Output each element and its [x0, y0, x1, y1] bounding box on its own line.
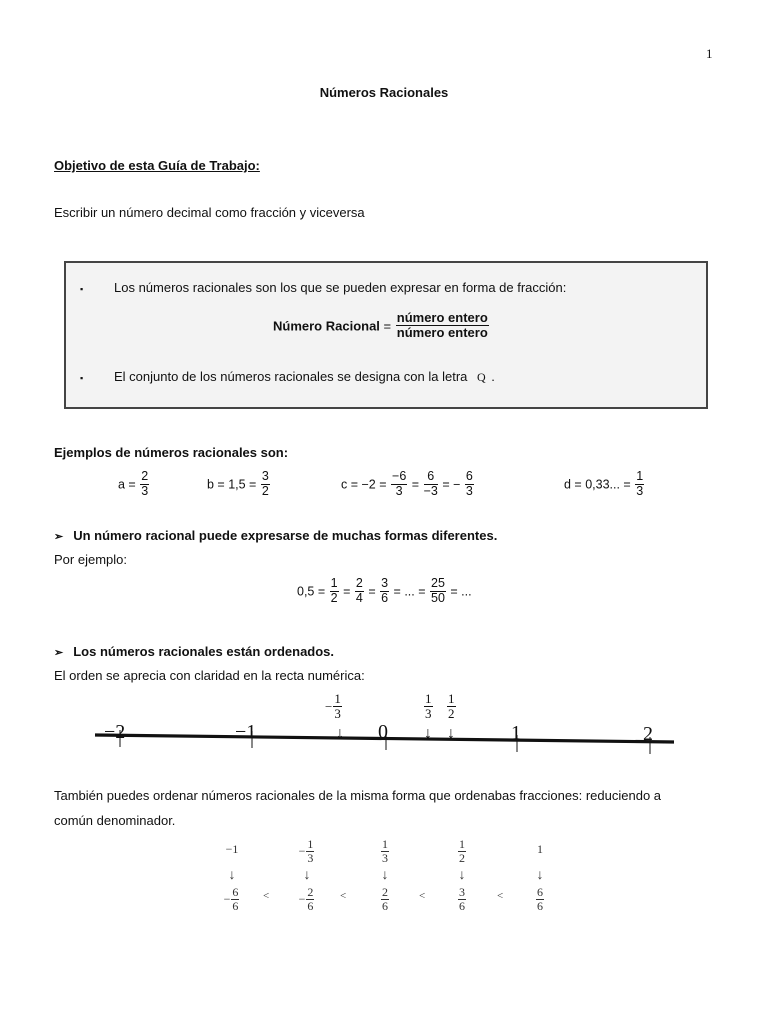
arrow-down-icon: ↓: [336, 725, 344, 742]
examples-heading: Ejemplos de números racionales son:: [54, 445, 289, 460]
example-c: [341, 470, 475, 499]
formula-left: Número Racional: [273, 318, 380, 334]
mark-sign: −: [325, 698, 333, 714]
less-than: <: [263, 890, 270, 902]
less-than: <: [419, 890, 426, 902]
order-top: −1: [225, 842, 239, 856]
mark-minus-one-third: [325, 692, 343, 722]
section-3-heading: Los números racionales están ordenados.: [73, 644, 335, 659]
mark-num: 1: [425, 691, 432, 706]
section-2-heading-row: [54, 528, 497, 543]
example-c-f2-num: 6: [424, 470, 438, 485]
equiv-fraction-1: [330, 577, 339, 606]
example-a-fraction: [140, 470, 149, 499]
order-top-sign: −: [298, 844, 306, 859]
equiv-end: = ...: [450, 584, 472, 599]
equiv-fraction-2: [355, 577, 364, 606]
mark-num: 1: [448, 691, 455, 706]
example-c-f1-num: −6: [392, 469, 407, 483]
order-top: 1: [537, 842, 543, 856]
less-than: <: [497, 890, 504, 902]
example-d-label: d = 0,33... =: [564, 477, 631, 492]
arrow-down-icon: ↓: [381, 868, 389, 883]
objective-heading: Objetivo de esta Guía de Trabajo:: [54, 158, 260, 173]
example-a-num: 2: [141, 469, 149, 483]
section-3-heading-row: [54, 644, 334, 659]
order-top-den: 3: [307, 851, 314, 866]
equiv-f1-num: 1: [330, 576, 338, 590]
example-c-f3-num: 6: [465, 469, 473, 483]
example-b: [207, 470, 271, 499]
equiv-f2-den: 4: [355, 590, 363, 605]
order-bottom-num: 6: [232, 885, 239, 899]
order-column-2: [289, 838, 325, 913]
mark-one-third: [423, 692, 434, 722]
mark-den: 2: [448, 706, 455, 722]
section-2-intro: Por ejemplo:: [54, 552, 127, 567]
equiv-eq-2: =: [368, 584, 376, 599]
order-bottom-den: 6: [232, 899, 239, 914]
example-c-fraction-3: [465, 470, 474, 499]
tick-label-minus-1: −1: [235, 721, 257, 743]
example-b-fraction: [261, 470, 270, 499]
order-bottom-sign: −: [223, 892, 231, 907]
order-column-1: [214, 842, 250, 913]
example-c-f3-den: 3: [465, 483, 473, 498]
arrow-down-icon: ↓: [447, 725, 455, 742]
order-bottom-num: 2: [307, 885, 314, 899]
objective-text: Escribir un número decimal como fracción y viceversa: [54, 205, 365, 220]
ordering-text-1: También puedes ordenar números racionales de la misma forma que ordenabas fracciones: reduciendo a: [54, 788, 662, 803]
tick-label-minus-2: −2: [104, 721, 126, 743]
equiv-f1-den: 2: [330, 590, 338, 605]
section-2-heading: Un número racional puede expresarse de muchas formas diferentes.: [73, 528, 498, 543]
example-c-label: c = −2 =: [341, 477, 387, 492]
order-bottom-sign: −: [298, 892, 306, 907]
order-column-5: [522, 842, 558, 913]
tick-label-1: 1: [511, 722, 521, 744]
formula-equals: =: [383, 318, 392, 334]
tick-label-0: 0: [378, 721, 388, 743]
less-than: <: [340, 890, 347, 902]
order-column-3: [367, 838, 403, 913]
example-d-den: 3: [636, 483, 644, 498]
mark-one-half: [446, 692, 457, 722]
example-c-f1-den: 3: [395, 483, 403, 498]
ordering-text-2: común denominador.: [54, 813, 176, 828]
example-c-fraction-2: [424, 470, 438, 499]
example-b-den: 2: [261, 483, 269, 498]
example-a-den: 3: [141, 483, 149, 498]
arrow-bullet-icon: ➢: [54, 647, 64, 659]
equiv-mid: = ... =: [393, 584, 426, 599]
order-column-4: [444, 838, 480, 913]
order-bottom-den: 6: [382, 899, 388, 914]
mark-den: 3: [334, 706, 341, 722]
arrow-down-icon: ↓: [424, 725, 432, 742]
equiv-eq-1: =: [343, 584, 351, 599]
order-bottom-num: 6: [537, 885, 543, 899]
order-bottom-den: 6: [459, 899, 465, 914]
equiv-fraction-3: [380, 577, 389, 606]
order-top-den: 3: [382, 851, 388, 866]
formula-fraction: [396, 311, 489, 341]
equivalent-fractions: [297, 577, 472, 606]
example-d-num: 1: [636, 469, 644, 483]
arrow-bullet-icon: ➢: [54, 531, 64, 543]
equiv-start: 0,5 =: [297, 584, 326, 599]
rational-set-symbol: Q: [477, 370, 486, 384]
order-top-num: 1: [459, 837, 465, 851]
example-a-label: a =: [118, 477, 136, 492]
order-bottom-den: 6: [537, 899, 543, 914]
equiv-f3-den: 6: [381, 590, 389, 605]
page-number: 1: [706, 46, 713, 61]
bullet-1: ▪: [80, 284, 84, 294]
definition-box: [64, 261, 708, 409]
page-title: Números Racionales: [319, 85, 449, 100]
section-3-intro: El orden se aprecia con claridad en la recta numérica:: [54, 668, 365, 683]
example-c-fraction-1: [391, 470, 407, 499]
equiv-f2-num: 2: [355, 576, 363, 590]
equiv-f4-num: 25: [431, 576, 445, 590]
example-d: [564, 470, 645, 499]
definition-item-2: [114, 369, 495, 385]
equiv-f3-num: 3: [381, 576, 389, 590]
definition-item-1: Los números racionales son los que se pueden expresar en forma de fracción:: [114, 280, 567, 295]
bullet-2: ▪: [80, 373, 84, 383]
example-c-f2-den: −3: [423, 483, 438, 498]
order-bottom-num: 3: [459, 885, 465, 899]
example-c-eq-2: = −: [442, 477, 461, 492]
arrow-down-icon: ↓: [303, 868, 311, 883]
definition-item-2-text: El conjunto de los números racionales se designa con la letra: [114, 369, 468, 384]
arrow-down-icon: ↓: [536, 868, 544, 883]
arrow-down-icon: ↓: [228, 868, 236, 883]
example-a: [118, 470, 150, 499]
example-c-eq-1: =: [411, 477, 420, 492]
example-d-fraction: [635, 470, 644, 499]
order-bottom-num: 2: [382, 885, 388, 899]
equiv-f4-den: 50: [431, 590, 445, 605]
tick-label-2: 2: [643, 723, 653, 745]
example-b-num: 3: [261, 469, 269, 483]
order-top-den: 2: [459, 851, 465, 866]
formula-denominator: número entero: [396, 325, 488, 341]
order-bottom-den: 6: [307, 899, 314, 914]
order-top-num: 1: [307, 837, 314, 851]
definition-item-2-end: .: [491, 369, 495, 384]
order-top-num: 1: [382, 837, 388, 851]
formula: [273, 311, 490, 341]
arrow-down-icon: ↓: [458, 868, 466, 883]
mark-num: 1: [334, 691, 341, 706]
formula-numerator: número entero: [396, 310, 488, 325]
example-b-label: b = 1,5 =: [207, 477, 257, 492]
equiv-fraction-4: [430, 577, 446, 606]
mark-den: 3: [425, 706, 432, 722]
